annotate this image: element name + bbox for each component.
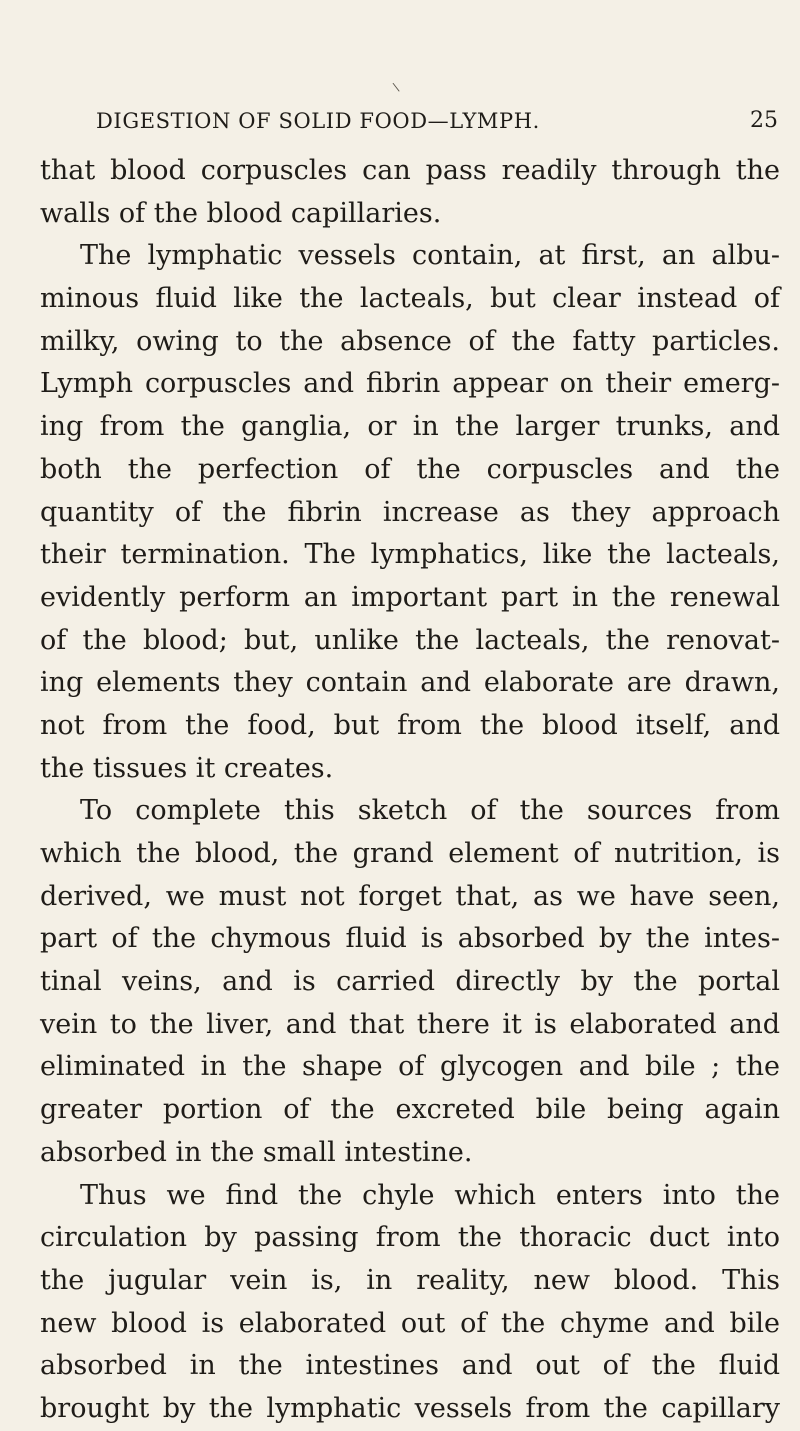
text-line: circulation by passing from the thoracic duct into <box>40 1222 780 1254</box>
text-line: ing elements they contain and elaborate are drawn, <box>40 667 780 699</box>
text-line: minous fluid like the lacteals, but clear instead of <box>40 283 780 315</box>
text-line: evidently perform an important part in the renewal <box>40 581 780 613</box>
text-line: of the blood; but, unlike the lacteals, the renovat- <box>40 624 780 656</box>
text-line: tinal veins, and is carried directly by the portal <box>40 966 780 998</box>
text-line: Thus we find the chyle which enters into the <box>80 1179 780 1211</box>
text-line: not from the food, but from the blood itself, and <box>40 709 780 741</box>
page-number: 25 <box>750 108 778 133</box>
text-line: part of the chymous fluid is absorbed by the intes- <box>40 923 780 955</box>
text-line: To complete this sketch of the sources from <box>80 795 780 827</box>
text-line: their termination. The lymphatics, like the lacteals, <box>40 539 780 571</box>
stray-mark: \ <box>391 79 401 95</box>
chapter-running-title: DIGESTION OF SOLID FOOD—LYMPH. <box>96 109 540 133</box>
text-line: ing from the ganglia, or in the larger trunks, and <box>40 411 780 443</box>
text-line: milky, owing to the absence of the fatty particles. <box>40 325 780 357</box>
text-line: both the perfection of the corpuscles and the <box>40 453 780 485</box>
text-line: the tissues it creates. <box>40 752 334 784</box>
text-line: eliminated in the shape of glycogen and bile ; the <box>40 1051 780 1083</box>
text-line: vein to the liver, and that there it is elaborated and <box>40 1008 780 1040</box>
text-line: quantity of the fibrin increase as they approach <box>40 496 780 528</box>
text-line: absorbed in the intestines and out of the fluid <box>40 1350 780 1382</box>
body-text <box>40 150 780 1431</box>
running-header <box>96 104 778 138</box>
text-line: derived, we must not forget that, as we have seen, <box>40 880 780 912</box>
text-line: greater portion of the excreted bile being again <box>40 1094 780 1126</box>
text-line: walls of the blood capillaries. <box>40 197 442 229</box>
text-line: absorbed in the small intestine. <box>40 1136 473 1168</box>
text-line: which the blood, the grand element of nutrition, is <box>40 838 780 869</box>
text-line: that blood corpuscles can pass readily through the <box>40 155 780 186</box>
text-line: brought by the lymphatic vessels from the capillary <box>40 1392 780 1424</box>
text-line: new blood is elaborated out of the chyme and bile <box>40 1307 780 1339</box>
text-line: Lymph corpuscles and fibrin appear on their emerg- <box>40 368 780 400</box>
text-line: The lymphatic vessels contain, at first, an albu- <box>80 240 780 272</box>
text-line: the jugular vein is, in reality, new blood. This <box>40 1264 780 1296</box>
